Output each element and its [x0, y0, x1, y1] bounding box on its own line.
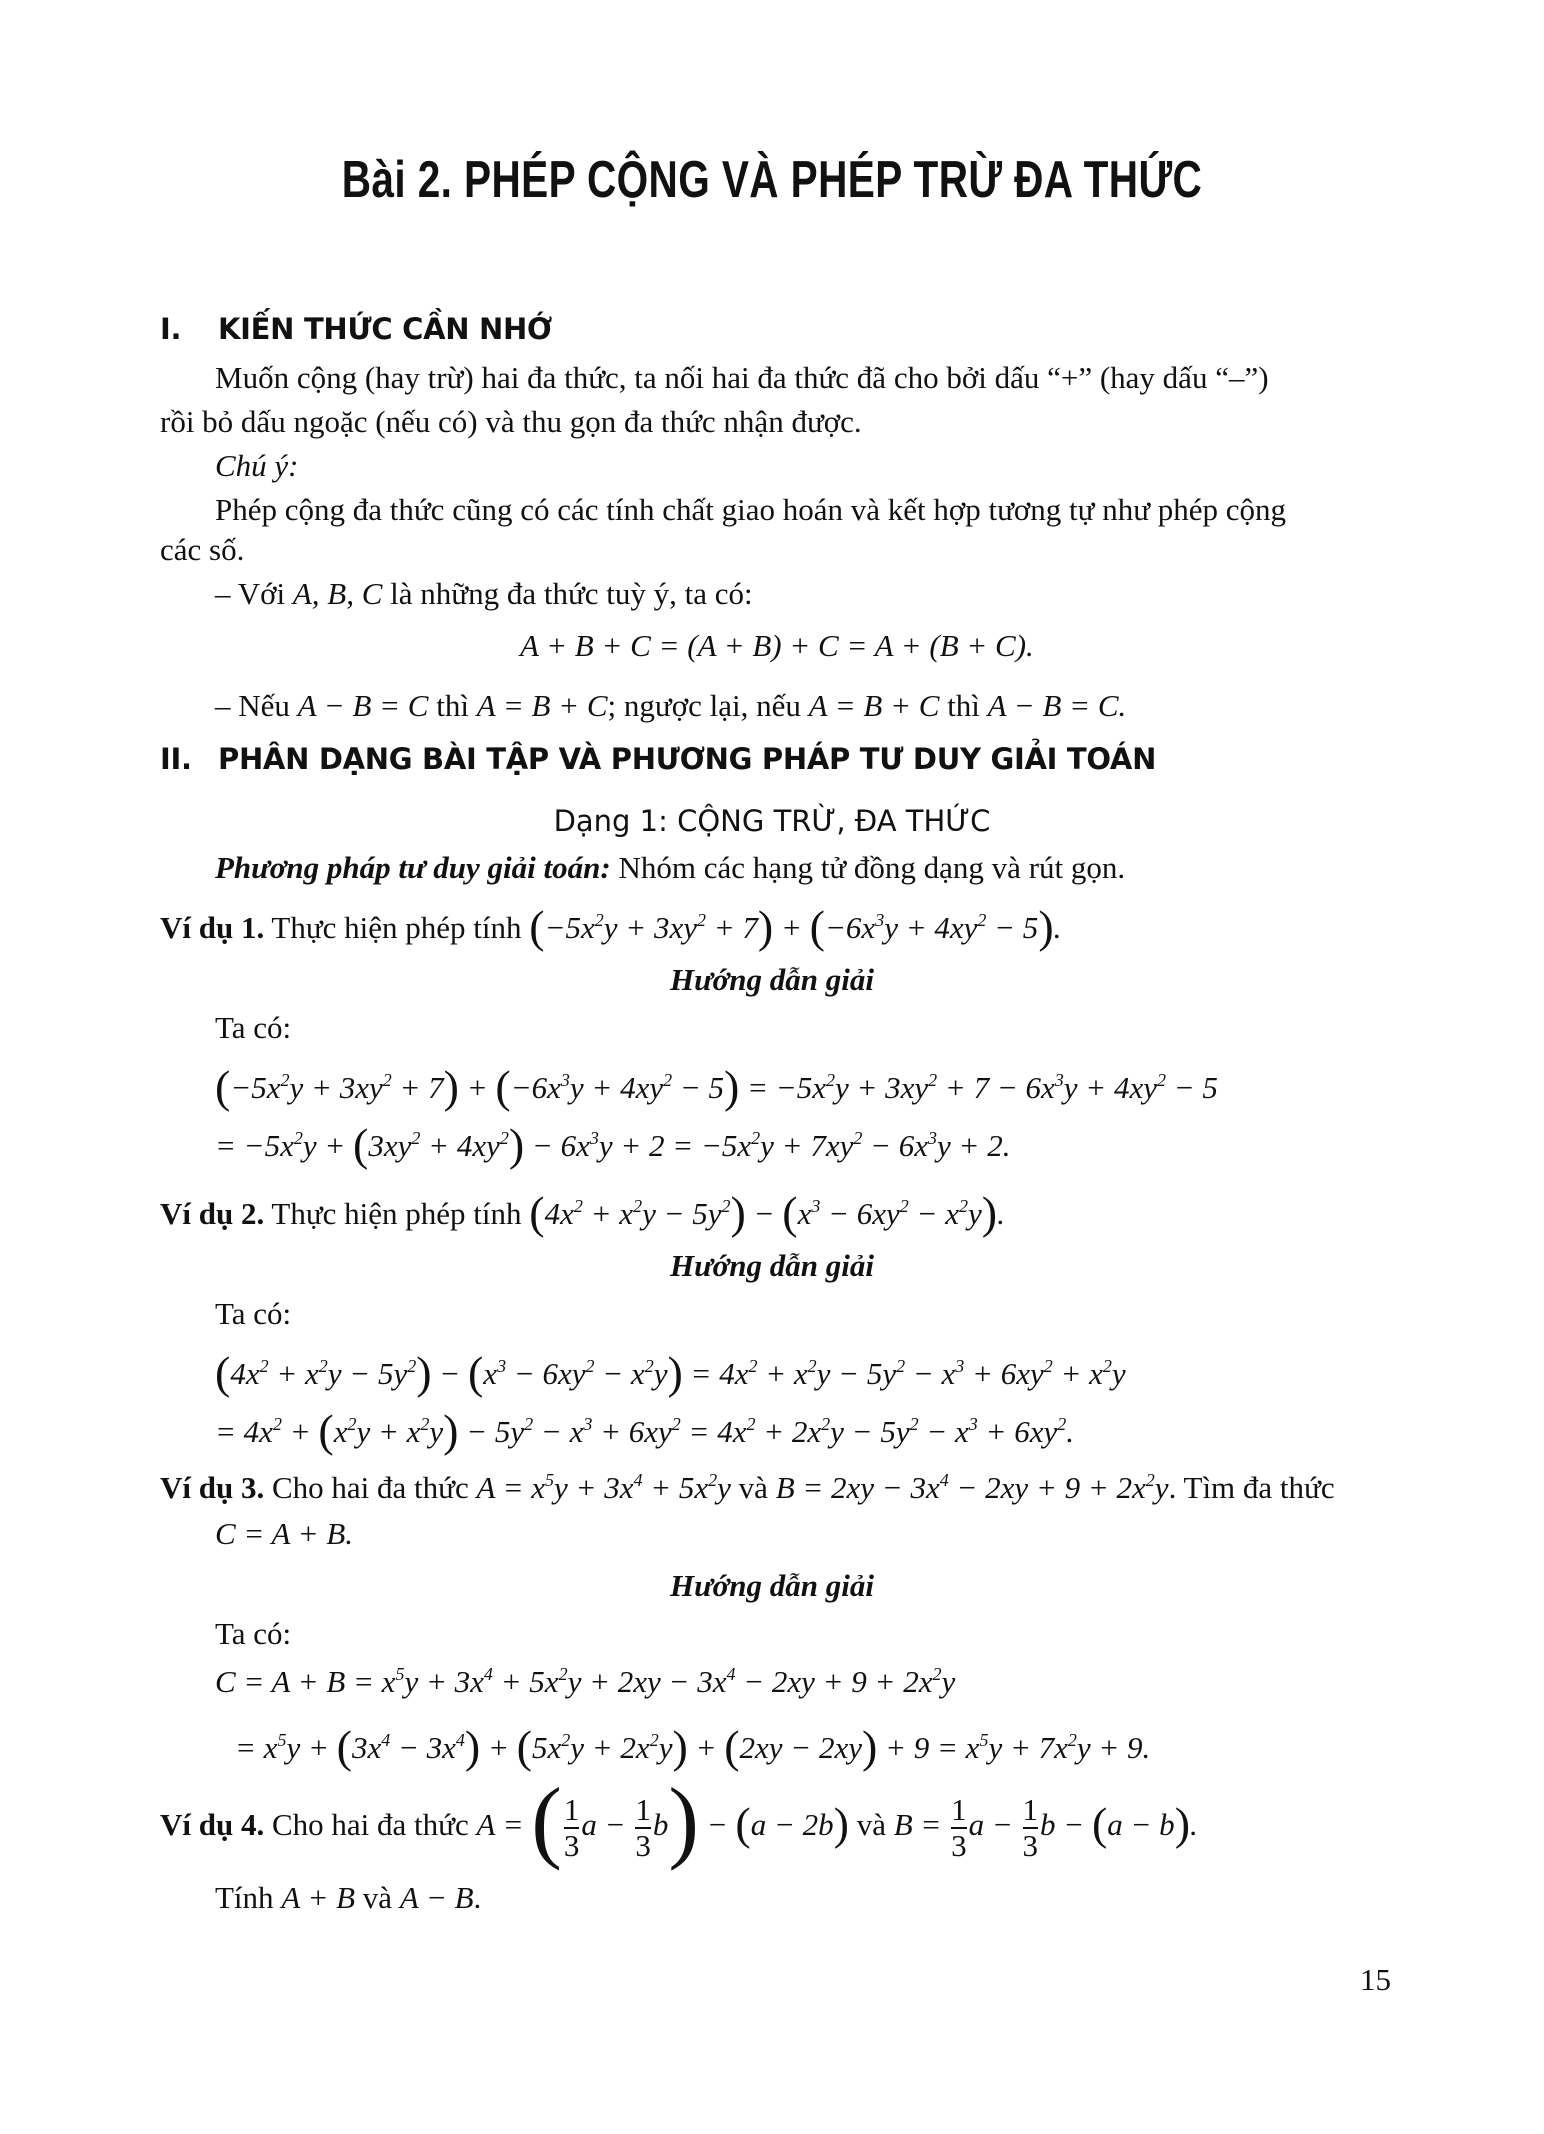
text: là những đa thức tuỳ ý, ta có:	[382, 576, 753, 611]
math: $C = A + B = x^5y + 3x^4 + 5x^2y + 2xy - 3x^4 - 2xy + 9 + 2x^2y$	[215, 1664, 956, 1699]
section-heading-2	[160, 742, 1156, 776]
math: A − B	[399, 1880, 474, 1915]
math: A − B = C.	[987, 688, 1127, 723]
section-number: II.	[160, 742, 192, 776]
bullet-line	[215, 576, 753, 612]
ta-co: Ta có:	[215, 1010, 292, 1045]
text: Tính	[215, 1880, 282, 1915]
example-label: Ví dụ 3.	[160, 1470, 265, 1505]
math: $B = 2xy - 3x^4 - 2xy + 9 + 2x^2y$	[775, 1470, 1169, 1505]
solution-line	[215, 1404, 1074, 1457]
example-text: Thực hiện phép tính	[264, 910, 530, 945]
math: C = A + B.	[215, 1516, 354, 1551]
paragraph-line: rồi bỏ dấu ngoặc (nếu có) và thu gọn đa thức nhận được.	[160, 404, 862, 439]
guide-heading: Hướng dẫn giải	[669, 1248, 875, 1283]
text: và	[355, 1880, 400, 1915]
math: = $4x^2 + (x^2y + x^2y) - 5y^2 - x^3 + 6xy^2 = 4x^2 + 2x^2y - 5y^2 - x^3 + 6xy^2$.	[215, 1405, 1074, 1456]
paragraph-line: các số.	[160, 532, 245, 567]
solution-line	[235, 1720, 1150, 1773]
math: A = ( $\frac{1}{3}$ a − $\frac{1}{3}$ b) − (a − 2b)	[476, 1769, 849, 1871]
example-3	[160, 1470, 1335, 1506]
bullet-line	[215, 688, 1126, 724]
solution-line	[215, 1060, 1218, 1113]
ta-co: Ta có:	[215, 1296, 292, 1331]
example-label: Ví dụ 1.	[160, 910, 265, 945]
text: – Nếu	[215, 688, 298, 723]
example-text: Thực hiện phép tính	[264, 1196, 530, 1231]
example-text: Cho hai đa thức	[264, 1470, 477, 1505]
paragraph-line: Muốn cộng (hay trừ) hai đa thức, ta nối hai đa thức đã cho bởi dấu “+” (hay dấu “–”)	[215, 360, 1269, 395]
text: ; ngược lại, nếu	[607, 688, 809, 723]
example-3-line2	[215, 1516, 353, 1552]
math: A, B, C	[292, 576, 383, 611]
example-4	[160, 1769, 1198, 1871]
section-heading-1	[160, 312, 552, 346]
paragraph-line: Phép cộng đa thức cũng có các tính chất giao hoán và kết hợp tương tự như phép cộng	[215, 492, 1287, 527]
example-label: Ví dụ 2.	[160, 1196, 265, 1231]
math: A + B	[281, 1880, 356, 1915]
ta-co: Ta có:	[215, 1616, 292, 1651]
example-2	[160, 1186, 1005, 1239]
method-line	[215, 850, 1125, 886]
example-text: và	[730, 1470, 776, 1505]
page-number: 15	[1360, 1962, 1391, 1997]
formula	[520, 628, 1034, 664]
example-text: Cho hai đa thức	[264, 1807, 477, 1842]
math: $A = x^5y + 3x^4 + 5x^2y$	[476, 1470, 731, 1505]
section-title: KIẾN THỨC CẦN NHỚ	[218, 312, 552, 346]
text: – Với	[215, 576, 293, 611]
math: $(-5x^2y + 3xy^2 + 7) + (-6x^3y + 4xy^2 - 5)$.	[529, 901, 1062, 952]
guide-heading: Hướng dẫn giải	[669, 1568, 875, 1603]
example-text: . Tìm đa thức	[1168, 1470, 1335, 1505]
example-4-line2	[215, 1880, 481, 1916]
example-label: Ví dụ 4.	[160, 1807, 265, 1842]
solution-line	[215, 1664, 955, 1700]
text: thì	[428, 688, 477, 723]
math: $(-5x^2y + 3xy^2 + 7) + (-6x^3y + 4xy^2 - 5) = -5x^2y + 3xy^2 + 7 - 6x^3y + 4xy^2 - 5$	[215, 1061, 1218, 1112]
math: = $-5x^2y + (3xy^2 + 4xy^2) - 6x^3y + 2 = -5x^2y + 7xy^2 - 6x^3y + 2$.	[215, 1119, 1011, 1170]
page-title: Bài 2. PHÉP CỘNG VÀ PHÉP TRỪ ĐA THỨC	[341, 151, 1203, 209]
math: B = $\frac{1}{3}$ a − $\frac{1}{3}$ b − (a − b).	[893, 1791, 1198, 1863]
text: thì	[939, 688, 988, 723]
text: .	[473, 1880, 482, 1915]
method-text: Nhóm các hạng tử đồng dạng và rút gọn.	[610, 850, 1126, 885]
section-number: I.	[160, 312, 182, 346]
math: = $x^5y + (3x^4 - 3x^4) + (5x^2y + 2x^2y) + (2xy - 2xy) + 9 = x^5y + 7x^2y + 9$.	[235, 1721, 1151, 1772]
math-formula: A + B + C = (A + B) + C = A + (B + C).	[520, 628, 1034, 663]
example-1	[160, 900, 1061, 953]
math: $(4x^2 + x^2y - 5y^2) - (x^3 - 6xy^2 - x^2y) = 4x^2 + x^2y - 5y^2 - x^3 + 6xy^2 + x^2y$	[215, 1347, 1126, 1398]
math: A = B + C	[476, 688, 608, 723]
solution-line	[215, 1118, 1010, 1171]
note-label: Chú ý:	[215, 448, 299, 483]
section-title: PHÂN DẠNG BÀI TẬP VÀ PHƯƠNG PHÁP TƯ DUY GIẢI TOÁN	[218, 742, 1157, 776]
dang-heading: Dạng 1: CỘNG TRỪ, ĐA THỨC	[553, 804, 991, 838]
example-text: và	[848, 1807, 894, 1842]
math: A = B + C	[808, 688, 940, 723]
solution-line	[215, 1346, 1126, 1399]
math: $(4x^2 + x^2y - 5y^2) - (x^3 - 6xy^2 - x^2y)$.	[529, 1187, 1005, 1238]
method-label: Phương pháp tư duy giải toán:	[215, 850, 611, 885]
math: A − B = C	[297, 688, 429, 723]
guide-heading: Hướng dẫn giải	[669, 962, 875, 997]
